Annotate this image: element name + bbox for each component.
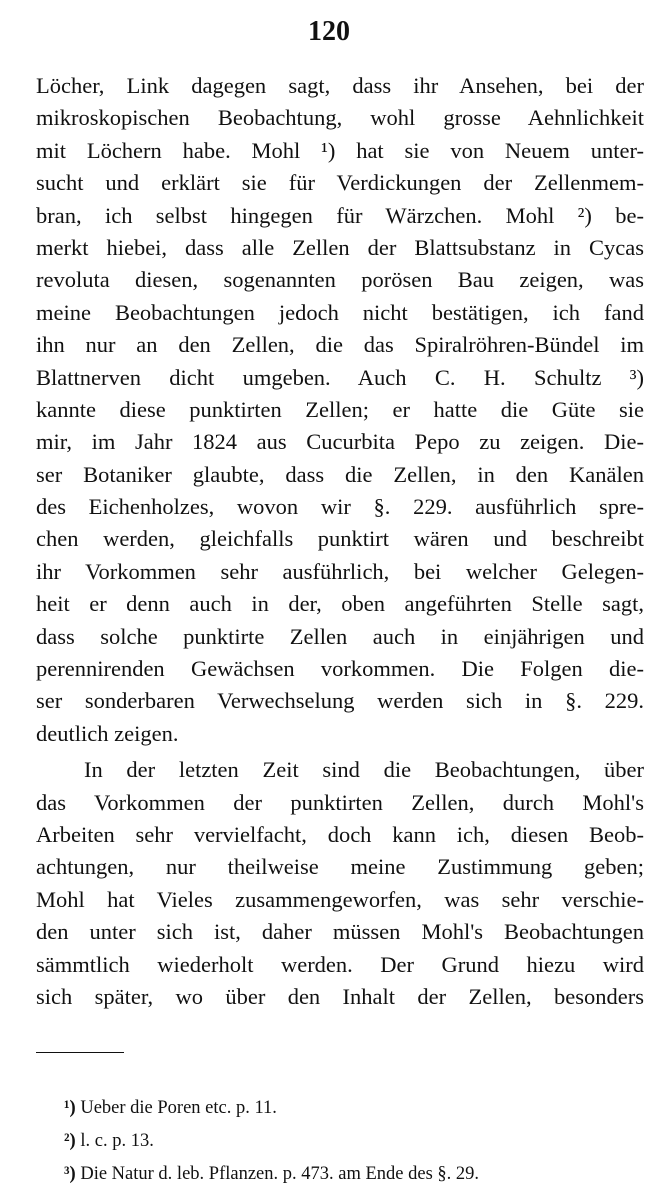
text-line: merkt hiebei, dass alle Zellen der Blattsubstanz in Cycas [36,234,644,260]
page-number: 120 [308,16,350,47]
paragraph-2 [36,754,644,1013]
text-line: dass solche punktirte Zellen auch in einjährigen und [36,623,644,649]
footnote-3 [64,1158,654,1191]
footnote-divider [36,1052,124,1053]
text-line: des Eichenholzes, wovon wir §. 229. ausführlich spre- [36,494,644,520]
footnote-text: Die Natur d. leb. Pflanzen. p. 473. am Ende des §. 29. [80,1164,480,1184]
text-line: deutlich zeigen. [36,720,179,746]
text-line: den unter sich ist, daher müssen Mohl's Beobachtungen [36,919,644,945]
text-line: Löcher, Link dagegen sagt, dass ihr Ansehen, bei der [36,73,644,98]
text-line: Blattnerven dicht umgeben. Auch C. H. Schultz ³) [36,364,644,390]
text-line: sucht und erklärt sie für Verdickungen der Zellenmem- [36,170,644,196]
text-line: das Vorkommen der punktirten Zellen, durch Mohl's [36,789,644,815]
text-line: kannte diese punktirten Zellen; er hatte die Güte sie [36,396,644,422]
text-line: Mohl hat Vieles zusammengeworfen, was sehr verschie- [36,886,644,912]
footnote-text: Ueber die Poren etc. p. 11. [80,1098,277,1118]
footnote-1 [64,1092,654,1125]
body-text [36,70,644,1013]
footnote-mark: ¹) [64,1098,76,1118]
footnote-text: l. c. p. 13. [80,1131,154,1151]
text-line: ihn nur an den Zellen, die das Spiralröhren-Bündel im [36,332,644,358]
text-line: mir, im Jahr 1824 aus Cucurbita Pepo zu zeigen. Die- [36,429,644,455]
text-line: mit Löchern habe. Mohl ¹) hat sie von Neuem unter- [36,137,644,163]
footnote-mark: ³) [64,1164,76,1184]
footnote-2 [64,1125,654,1158]
text-line: mikroskopischen Beobachtung, wohl grosse Aehnlichkeit [36,105,644,131]
text-line: Arbeiten sehr vervielfacht, doch kann ich, diesen Beob- [36,821,644,847]
text-line: revoluta diesen, sogenannten porösen Bau zeigen, was [36,267,644,293]
text-line: heit er denn auch in der, oben angeführten Stelle sagt, [36,591,644,617]
text-line: meine Beobachtungen jedoch nicht bestätigen, ich fand [36,299,644,325]
footnote-mark: ²) [64,1131,76,1151]
text-line: sich später, wo über den Inhalt der Zellen, besonders [36,983,644,1009]
text-line: ser sonderbaren Verwechselung werden sich in §. 229. [36,688,644,714]
footnotes [64,1092,654,1191]
text-line: bran, ich selbst hingegen für Wärzchen. Mohl ²) be- [36,202,644,228]
text-line: sämmtlich wiederholt werden. Der Grund hiezu wird [36,951,644,977]
paragraph-1 [36,70,644,750]
text-line: achtungen, nur theilweise meine Zustimmung geben; [36,854,644,880]
text-line: ser Botaniker glaubte, dass die Zellen, in den Kanälen [36,461,644,487]
text-line: perennirenden Gewächsen vorkommen. Die Folgen die- [36,656,644,682]
text-line: ihr Vorkommen sehr ausführlich, bei welcher Gelegen- [36,558,644,584]
text-line: chen werden, gleichfalls punktirt wären und beschreibt [36,526,644,552]
text-line: In der letzten Zeit sind die Beobachtungen, über [84,757,644,783]
